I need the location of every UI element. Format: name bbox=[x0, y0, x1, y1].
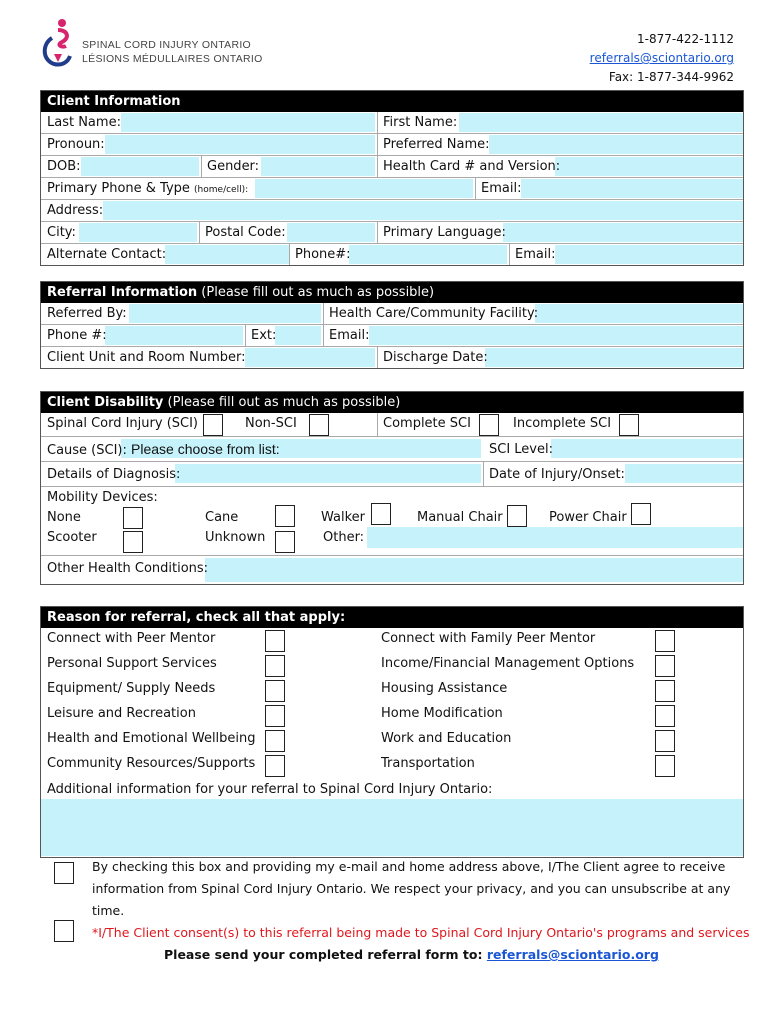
reason-label-right: Home Modification bbox=[381, 706, 503, 721]
unknown-label: Unknown bbox=[205, 530, 266, 545]
complete-sci-checkbox[interactable] bbox=[479, 414, 499, 436]
gender-label: Gender: bbox=[207, 159, 260, 174]
none-label: None bbox=[47, 510, 81, 525]
primary-phone-field[interactable] bbox=[255, 179, 473, 198]
pronoun-field[interactable] bbox=[105, 135, 375, 154]
scooter-label: Scooter bbox=[47, 530, 97, 545]
non-sci-checkbox[interactable] bbox=[309, 414, 329, 436]
power-chair-checkbox[interactable] bbox=[631, 503, 651, 525]
unit-room-label: Client Unit and Room Number: bbox=[47, 350, 246, 365]
cane-label: Cane bbox=[205, 510, 239, 525]
send-instruction: Please send your completed referral form to: referrals@sciontario.org bbox=[164, 947, 659, 962]
reason-label-left: Personal Support Services bbox=[47, 656, 217, 671]
reason-checkbox-right[interactable] bbox=[655, 705, 675, 727]
section-title: Client Information bbox=[47, 94, 181, 109]
reason-checkbox-right[interactable] bbox=[655, 630, 675, 652]
onset-label: Date of Injury/Onset: bbox=[489, 467, 625, 482]
postal-code-field[interactable] bbox=[287, 223, 375, 242]
primary-phone-label: Primary Phone & Type (home/cell): bbox=[47, 181, 249, 196]
other-health-field[interactable] bbox=[205, 558, 743, 582]
additional-info-field[interactable] bbox=[41, 799, 743, 856]
reason-checkbox-left[interactable] bbox=[265, 630, 285, 652]
reason-label-right: Connect with Family Peer Mentor bbox=[381, 631, 596, 646]
reason-checkbox-right[interactable] bbox=[655, 680, 675, 702]
referred-by-label: Referred By: bbox=[47, 306, 127, 321]
ext-label: Ext: bbox=[251, 328, 277, 343]
city-label: City: bbox=[47, 225, 76, 240]
cause-select-value: Please choose from list: bbox=[131, 441, 280, 457]
discharge-date-label: Discharge Date: bbox=[383, 350, 488, 365]
referral-information-section bbox=[40, 281, 744, 369]
walker-label: Walker bbox=[321, 510, 366, 525]
incomplete-sci-label: Incomplete SCI bbox=[513, 416, 612, 431]
walker-checkbox[interactable] bbox=[371, 503, 391, 525]
cane-checkbox[interactable] bbox=[275, 505, 295, 527]
incomplete-sci-checkbox[interactable] bbox=[619, 414, 639, 436]
reason-checkbox-left[interactable] bbox=[265, 680, 285, 702]
cause-label: Cause (SCI): Please choose from list: bbox=[47, 441, 280, 458]
reason-checkbox-left[interactable] bbox=[265, 705, 285, 727]
sci-checkbox[interactable] bbox=[203, 414, 223, 436]
power-chair-label: Power Chair bbox=[549, 510, 627, 525]
other-health-label: Other Health Conditions: bbox=[47, 561, 209, 576]
email-field[interactable] bbox=[521, 179, 743, 198]
reason-label-left: Leisure and Recreation bbox=[47, 706, 196, 721]
reason-label-left: Community Resources/Supports bbox=[47, 756, 256, 771]
alt-phone-field[interactable] bbox=[349, 245, 507, 264]
facility-field[interactable] bbox=[535, 304, 743, 323]
consent-text-line3: time. bbox=[92, 903, 125, 918]
reason-label-right: Transportation bbox=[381, 756, 475, 771]
referral-phone-field[interactable] bbox=[105, 326, 243, 345]
diagnosis-label: Details of Diagnosis: bbox=[47, 467, 181, 482]
diagnosis-field[interactable] bbox=[175, 464, 481, 483]
facility-label: Health Care/Community Facility: bbox=[329, 306, 539, 321]
alt-phone-label: Phone#: bbox=[295, 247, 351, 262]
first-name-field[interactable] bbox=[459, 113, 743, 132]
client-information-section bbox=[40, 90, 744, 266]
reason-for-referral-section bbox=[40, 606, 744, 858]
referred-by-field[interactable] bbox=[129, 304, 321, 323]
gender-field[interactable] bbox=[261, 157, 375, 176]
dob-label: DOB: bbox=[47, 159, 81, 174]
email-label: Email: bbox=[481, 181, 522, 196]
ext-field[interactable] bbox=[275, 326, 321, 345]
onset-field[interactable] bbox=[625, 464, 743, 483]
client-disability-section bbox=[40, 391, 744, 585]
consent-text-line2: information from Spinal Cord Injury Ontario. We respect your privacy, and you can unsubscribe at any bbox=[92, 881, 731, 896]
reason-label-right: Income/Financial Management Options bbox=[381, 656, 635, 671]
reason-checkbox-left[interactable] bbox=[265, 755, 285, 777]
reason-label-right: Work and Education bbox=[381, 731, 512, 746]
city-field[interactable] bbox=[79, 223, 197, 242]
additional-info-label: Additional information for your referral to Spinal Cord Injury Ontario: bbox=[47, 782, 493, 797]
section-title: Referral Information bbox=[47, 285, 198, 300]
reason-checkbox-right[interactable] bbox=[655, 655, 675, 677]
alt-email-label: Email: bbox=[515, 247, 556, 262]
reason-label-left: Equipment/ Supply Needs bbox=[47, 681, 216, 696]
contact-block bbox=[590, 30, 734, 87]
scooter-checkbox[interactable] bbox=[123, 531, 143, 553]
reason-label-right: Housing Assistance bbox=[381, 681, 508, 696]
consent-email-checkbox[interactable] bbox=[54, 862, 74, 884]
referral-email-field[interactable] bbox=[369, 326, 743, 345]
consent-referral-text: *I/The Client consent(s) to this referral being made to Spinal Cord Injury Ontario's programs and services bbox=[92, 925, 750, 940]
logo bbox=[40, 18, 270, 70]
last-name-label: Last Name: bbox=[47, 115, 121, 130]
other-device-label: Other: bbox=[323, 530, 365, 545]
sci-level-field[interactable] bbox=[551, 439, 743, 458]
first-name-label: First Name: bbox=[383, 115, 458, 130]
send-email-link[interactable]: referrals@sciontario.org bbox=[486, 947, 659, 962]
primary-language-label: Primary Language: bbox=[383, 225, 506, 240]
address-field[interactable] bbox=[103, 201, 743, 220]
preferred-name-field[interactable] bbox=[489, 135, 743, 154]
discharge-date-field[interactable] bbox=[485, 348, 743, 367]
health-card-label: Health Card # and Version: bbox=[383, 159, 561, 174]
alternate-contact-label: Alternate Contact: bbox=[47, 247, 167, 262]
health-card-field[interactable] bbox=[555, 157, 743, 176]
reason-checkbox-right[interactable] bbox=[655, 755, 675, 777]
section-subtitle: (Please fill out as much as possible) bbox=[201, 285, 435, 300]
sci-label: Spinal Cord Injury (SCI) bbox=[47, 416, 198, 431]
last-name-field[interactable] bbox=[121, 113, 375, 132]
reason-label-left: Connect with Peer Mentor bbox=[47, 631, 216, 646]
contact-fax: Fax: 1-877-344-9962 bbox=[608, 70, 734, 84]
alternate-contact-field[interactable] bbox=[165, 245, 289, 264]
unknown-checkbox[interactable] bbox=[275, 531, 295, 553]
postal-code-label: Postal Code: bbox=[205, 225, 286, 240]
sci-level-label: SCI Level: bbox=[489, 442, 553, 457]
org-name-en: SPINAL CORD INJURY ONTARIO bbox=[82, 39, 252, 51]
dob-field[interactable] bbox=[81, 157, 199, 176]
none-checkbox[interactable] bbox=[123, 507, 143, 529]
unit-room-field[interactable] bbox=[245, 348, 375, 367]
consent-text-line1: By checking this box and providing my e-mail and home address above, I/The Client agree to receive bbox=[92, 859, 726, 874]
reason-label-left: Health and Emotional Wellbeing bbox=[47, 731, 256, 746]
manual-chair-checkbox[interactable] bbox=[507, 505, 527, 527]
org-name-fr: LÉSIONS MÉDULLAIRES ONTARIO bbox=[82, 53, 263, 65]
section-title: Client Disability bbox=[47, 395, 164, 410]
referral-email-label: Email: bbox=[329, 328, 370, 343]
contact-email-link[interactable]: referrals@sciontario.org bbox=[589, 51, 734, 65]
address-label: Address: bbox=[47, 203, 104, 218]
manual-chair-label: Manual Chair bbox=[417, 510, 503, 525]
other-device-field[interactable] bbox=[367, 527, 743, 548]
contact-phone: 1-877-422-1112 bbox=[637, 32, 734, 46]
primary-language-field[interactable] bbox=[503, 223, 743, 242]
non-sci-label: Non-SCI bbox=[245, 416, 297, 431]
alt-email-field[interactable] bbox=[555, 245, 743, 264]
section-title: Reason for referral, check all that apply: bbox=[47, 610, 346, 625]
sci-logo-icon bbox=[40, 18, 80, 70]
mobility-label: Mobility Devices: bbox=[47, 490, 158, 505]
pronoun-label: Pronoun: bbox=[47, 137, 105, 152]
reason-checkbox-left[interactable] bbox=[265, 730, 285, 752]
consent-referral-checkbox[interactable] bbox=[54, 920, 74, 942]
reason-checkbox-right[interactable] bbox=[655, 730, 675, 752]
reason-checkbox-left[interactable] bbox=[265, 655, 285, 677]
complete-sci-label: Complete SCI bbox=[383, 416, 471, 431]
referral-phone-label: Phone #: bbox=[47, 328, 107, 343]
preferred-name-label: Preferred Name: bbox=[383, 137, 490, 152]
section-subtitle: (Please fill out as much as possible) bbox=[167, 395, 401, 410]
